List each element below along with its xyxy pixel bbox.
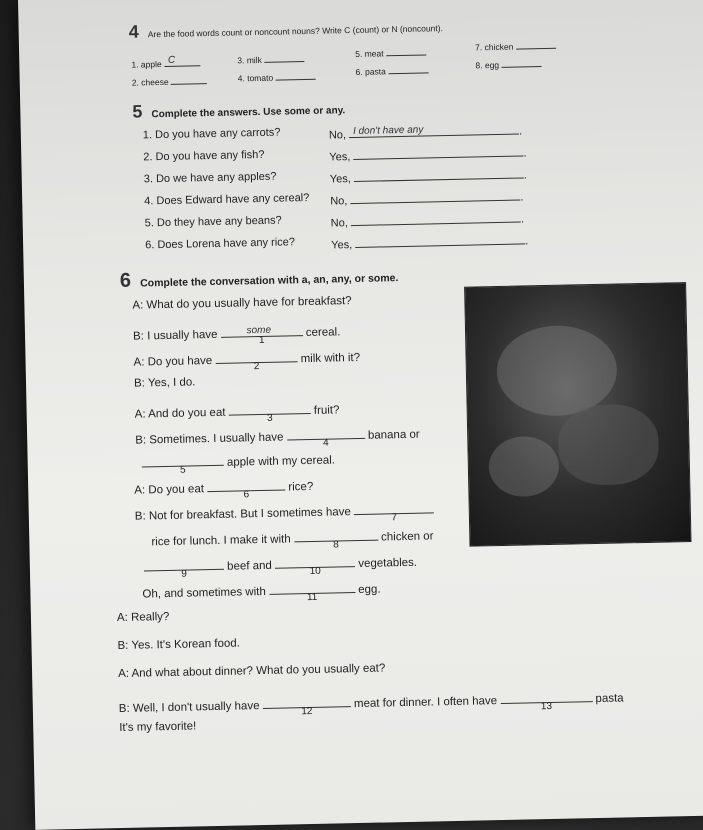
blank-number: 11: [306, 591, 318, 604]
item-egg: [475, 55, 541, 70]
line-text: apple with my cereal.: [226, 454, 336, 469]
blank-1[interactable]: [220, 322, 302, 347]
blank-number: 10: [309, 565, 321, 578]
item-tomato: [238, 68, 316, 84]
conv-line-10: [151, 525, 434, 551]
question-text: 1. Do you have any carrots?: [142, 126, 281, 142]
s5-row-5: [145, 215, 282, 230]
line-text: Oh, and sometimes with: [142, 585, 266, 601]
blank-number: 8: [333, 539, 339, 551]
s5-row-2: [143, 149, 264, 164]
conv-line-13: A: Really?: [116, 610, 170, 625]
item-label: 8. egg: [475, 59, 500, 71]
blank-number: 2: [253, 361, 260, 373]
line-text: rice?: [288, 480, 314, 494]
blank-number: 4: [322, 437, 329, 449]
item-cheese: [132, 72, 208, 88]
item-label: 5. meat: [355, 48, 384, 59]
s5-row-3: [144, 171, 277, 186]
line-text: B: I usually have: [132, 328, 218, 343]
conv-line-3: [133, 347, 361, 373]
conv-line-4: B: Yes, I do.: [133, 376, 196, 390]
line-text: egg.: [358, 583, 381, 597]
item-label: 2. cheese: [131, 76, 169, 88]
section-4-number: 4: [128, 21, 139, 42]
answer-prefix: Yes,: [329, 151, 351, 164]
conv-line-7: [142, 449, 336, 476]
conv-line-1: A: What do you usually have for breakfast?: [132, 295, 352, 312]
section-6-instruction: Complete the conversation with a, an, any, or some.: [140, 272, 399, 290]
blank-8[interactable]: [294, 527, 378, 551]
section-5-heading: [132, 97, 345, 122]
blank-number: 7: [391, 512, 398, 524]
blank-5[interactable]: [142, 452, 224, 476]
blank-number: 6: [243, 489, 250, 501]
blank-3[interactable]: [228, 400, 310, 424]
s5-answer-6: [331, 231, 528, 251]
item-label: 4. tomato: [237, 72, 274, 84]
answer-blank[interactable]: [353, 143, 523, 160]
s5-row-1: [143, 127, 281, 142]
blank-10[interactable]: [275, 553, 355, 578]
conv-line-2: [132, 321, 341, 347]
answer-prefix: Yes,: [329, 173, 351, 186]
line-text: B: Not for breakfast. But I sometimes have: [134, 506, 351, 523]
photo-shape: [488, 436, 559, 497]
answer-blank[interactable]: [349, 122, 519, 139]
answer-text: some: [246, 324, 272, 337]
answer-blank[interactable]: [275, 68, 315, 81]
s5-row-6: [145, 236, 295, 251]
question-text: 3. Do we have any apples?: [143, 170, 277, 186]
answer-blank[interactable]: [501, 55, 541, 68]
answer-text: I don't have any: [352, 124, 424, 138]
line-text: B: Well, I don't usually have: [118, 700, 260, 716]
item-label: 6. pasta: [355, 66, 386, 77]
answer-blank[interactable]: [388, 61, 428, 74]
item-label: 3. milk: [237, 54, 262, 66]
blank-12[interactable]: [263, 693, 351, 718]
blank-number: 5: [179, 464, 186, 476]
line-text: rice for lunch. I make it with: [151, 533, 291, 549]
blank-9[interactable]: [144, 556, 224, 580]
line-text: meat for dinner. I often have: [353, 695, 498, 711]
answer-blank[interactable]: [164, 54, 200, 67]
s5-row-4: [144, 192, 309, 207]
answer-prefix: Yes,: [331, 239, 353, 252]
photo-shape: [558, 404, 660, 486]
answer-prefix: No,: [328, 129, 347, 142]
section-6-heading: [120, 264, 399, 293]
blank-number: 9: [181, 568, 187, 580]
blank-number: 1: [258, 334, 265, 347]
blank-number: 12: [301, 705, 313, 718]
item-milk: [237, 50, 304, 65]
period: .: [523, 169, 528, 182]
conv-line-5: [134, 399, 340, 424]
answer-blank[interactable]: [350, 188, 520, 205]
conv-line-17: It's my favorite!: [119, 720, 197, 735]
section-5-number: 5: [132, 101, 143, 122]
section-5-instruction: Complete the answers. Use some or any.: [151, 105, 346, 121]
s5-answer-1: [329, 121, 523, 141]
blank-number: 3: [266, 412, 273, 424]
period: .: [523, 147, 527, 160]
answer-blank[interactable]: [355, 231, 525, 248]
blank-2[interactable]: [215, 348, 297, 373]
answer-blank[interactable]: [351, 210, 521, 227]
line-text: fruit?: [313, 404, 340, 417]
item-meat: [355, 43, 426, 58]
answer-blank[interactable]: [354, 165, 524, 182]
line-text: B: Sometimes. I usually have: [135, 431, 284, 447]
line-text: pasta: [595, 692, 624, 706]
line-text: vegetables.: [358, 556, 418, 570]
answer-blank[interactable]: [386, 43, 426, 56]
conv-line-15: A: And what about dinner? What do you usually eat?: [118, 662, 386, 681]
conv-line-6: [135, 424, 420, 447]
section-4-instruction: Are the food words count or noncount nouns? Write C (count) or N (noncount).: [147, 23, 444, 40]
blank-number: 13: [540, 700, 553, 713]
conv-line-9: [135, 499, 435, 522]
answer-prefix: No,: [330, 217, 348, 230]
line-text: cereal.: [305, 326, 341, 340]
answer-prefix: No,: [330, 195, 348, 208]
conv-line-12: [142, 579, 381, 604]
question-text: 2. Do you have any fish?: [143, 148, 265, 164]
breakfast-photo: [464, 282, 691, 547]
line-text: beef and: [226, 559, 272, 573]
answer-text: C: [167, 54, 176, 66]
line-text: chicken or: [380, 530, 434, 544]
item-label: 7. chicken: [474, 41, 514, 53]
item-label: 1. apple: [131, 59, 162, 70]
photo-shape: [496, 325, 618, 417]
s5-answer-5: [331, 209, 525, 229]
question-text: 5. Do they have any beans?: [144, 214, 282, 230]
s5-answer-3: [330, 165, 527, 185]
blank-4[interactable]: [286, 425, 364, 449]
line-text: milk with it?: [300, 351, 361, 366]
blank-11[interactable]: [269, 579, 355, 604]
conv-line-11: [144, 552, 418, 580]
conv-line-8: [134, 476, 314, 501]
line-text: A: Do you eat: [134, 483, 205, 497]
question-text: 6. Does Lorena have any rice?: [145, 236, 296, 252]
blank-6[interactable]: [207, 477, 285, 501]
blank-13[interactable]: [500, 688, 592, 713]
line-text: banana or: [367, 428, 420, 442]
section-4-heading: [128, 15, 443, 43]
period: .: [520, 213, 525, 226]
answer-blank[interactable]: [516, 37, 556, 50]
item-pasta: [355, 61, 428, 77]
worksheet-page: [18, 0, 703, 830]
question-text: 4. Does Edward have any cereal?: [144, 191, 310, 208]
item-chicken: [475, 37, 556, 53]
period: .: [525, 235, 529, 248]
conv-line-16: [118, 687, 624, 718]
line-text: A: And do you eat: [134, 406, 226, 421]
conv-line-14: B: Yes. It's Korean food.: [117, 637, 241, 653]
item-apple: [131, 54, 200, 69]
s5-answer-2: [329, 143, 526, 163]
period: .: [520, 191, 524, 204]
answer-blank[interactable]: [264, 50, 304, 63]
s5-answer-4: [330, 187, 524, 207]
answer-blank[interactable]: [171, 72, 207, 85]
blank-7[interactable]: [354, 499, 434, 524]
section-6-number: 6: [119, 269, 132, 292]
period: .: [518, 125, 523, 138]
line-text: A: Do you have: [133, 355, 213, 369]
